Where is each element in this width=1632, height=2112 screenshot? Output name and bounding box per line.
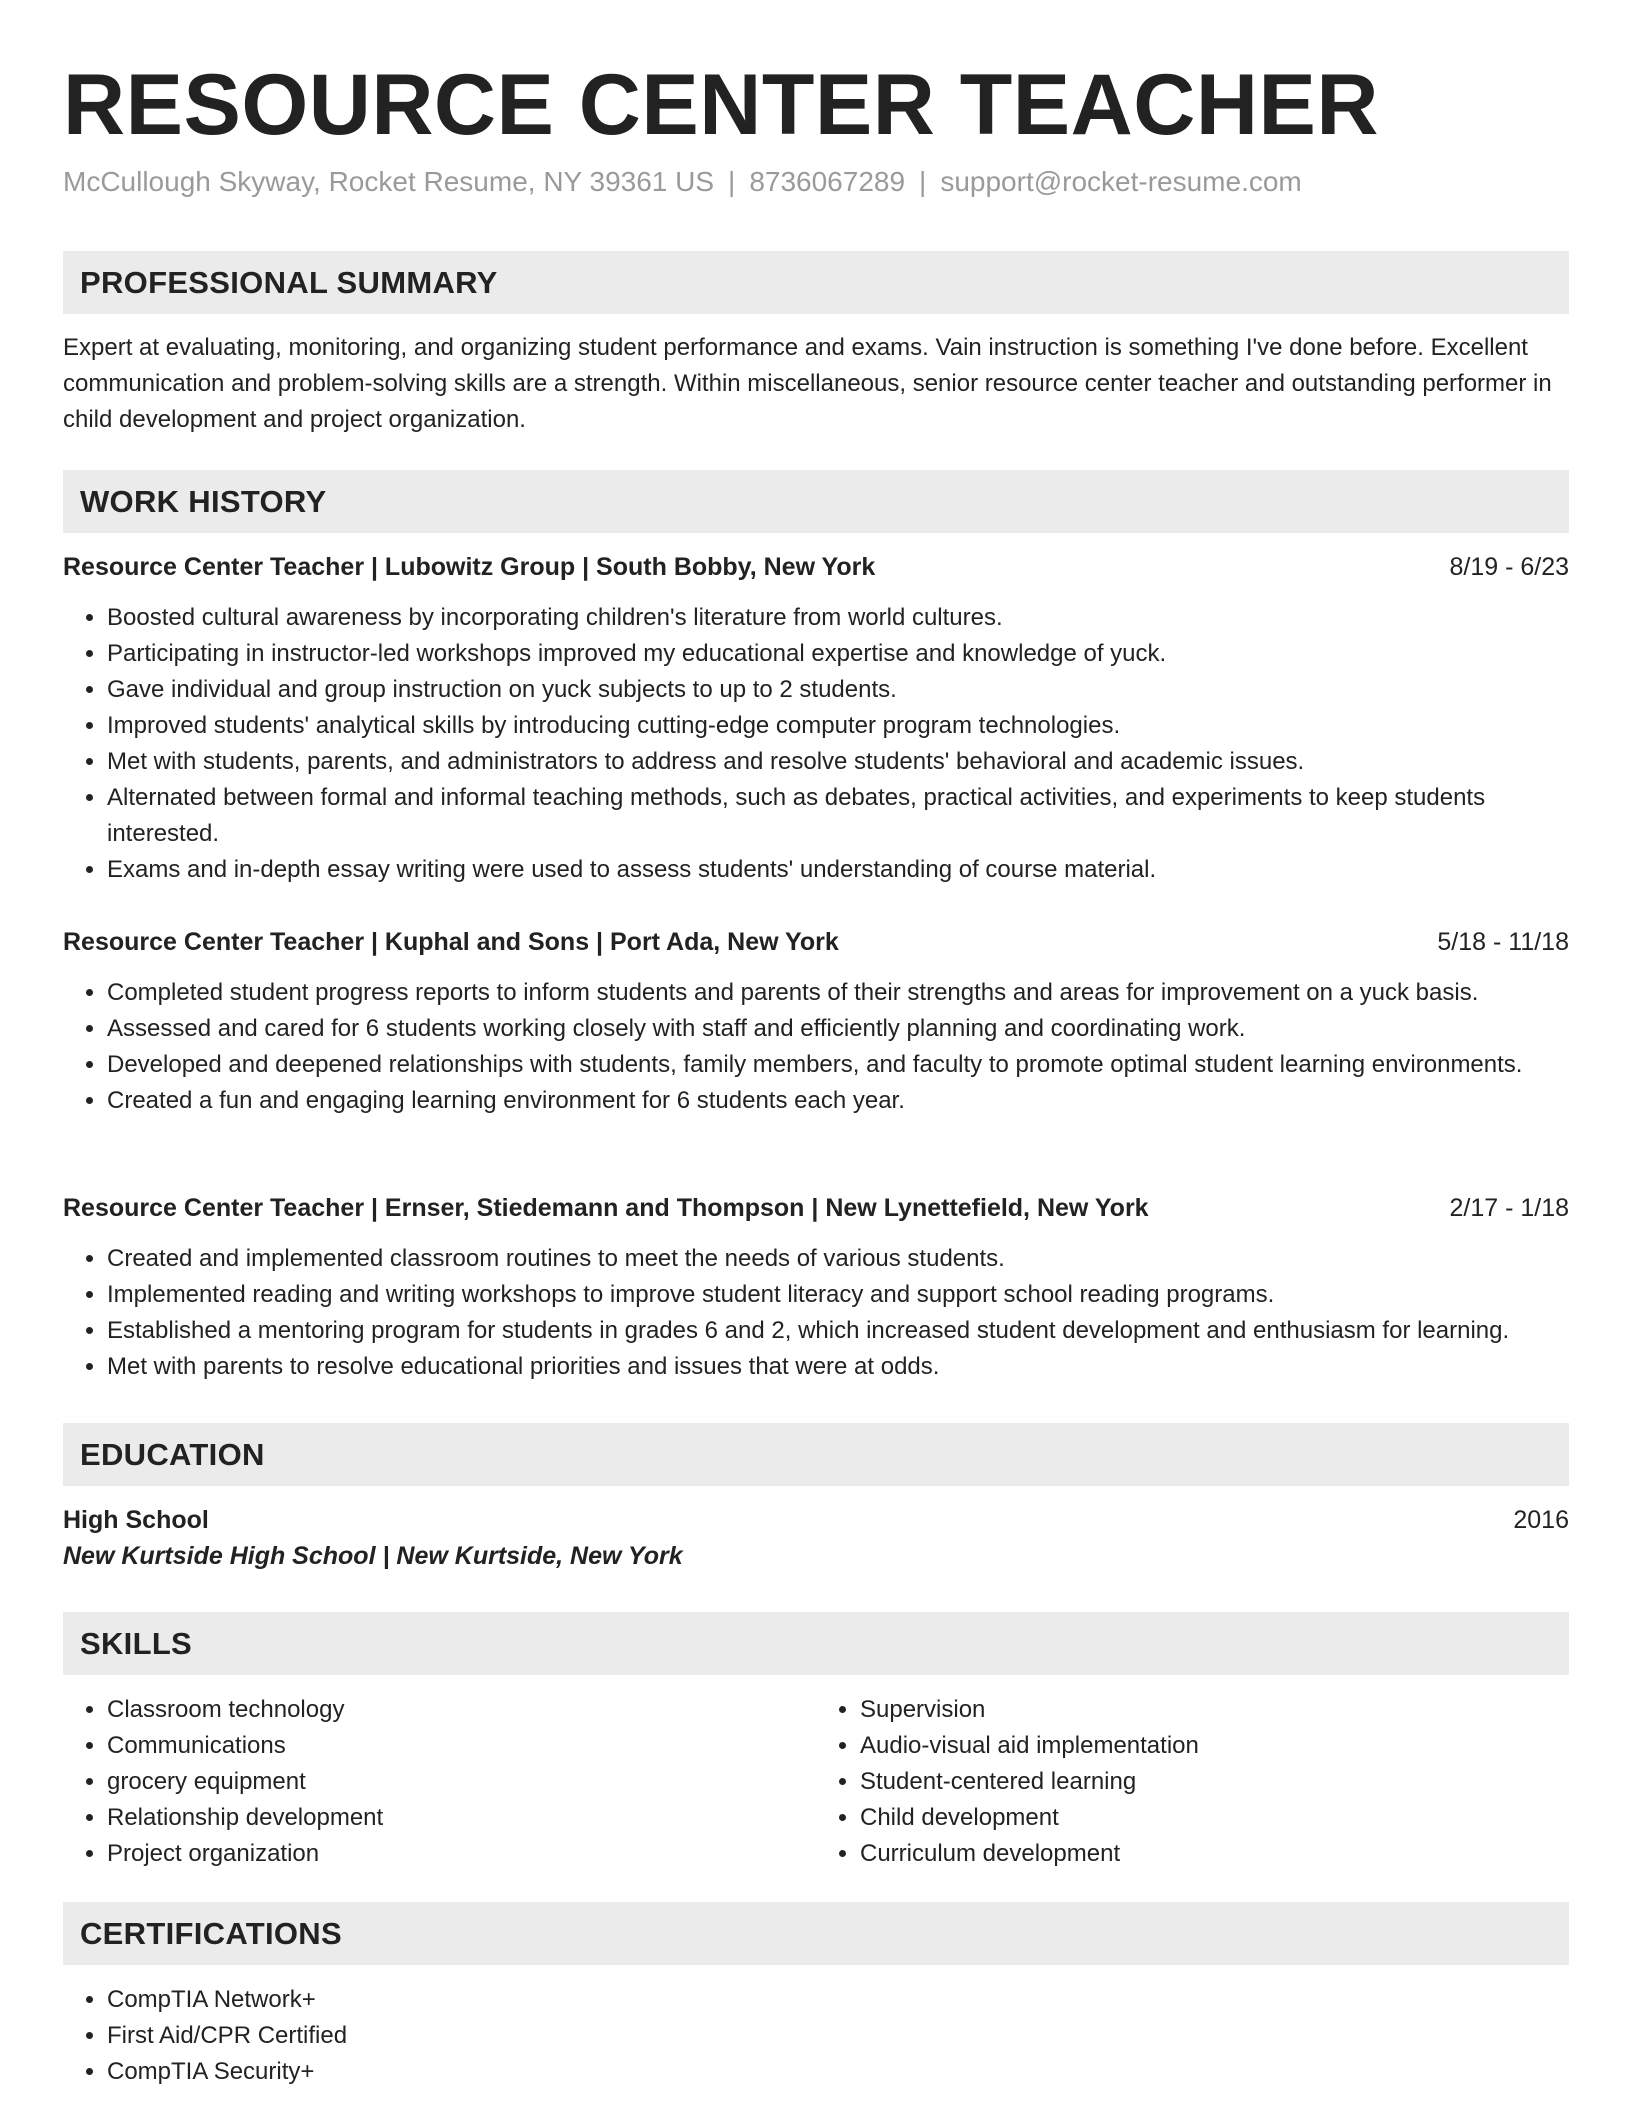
job-bullet: • Implemented reading and writing workshops to improve student literacy and support school reading programs. [107, 1277, 1569, 1313]
section-header-education: EDUCATION [63, 1423, 1569, 1486]
contact-address: McCullough Skyway, Rocket Resume, NY 39361 US [63, 166, 715, 197]
job-entry [63, 552, 1569, 888]
job-entry [63, 1193, 1569, 1385]
skill-item: • Child development [860, 1800, 1569, 1836]
job-heading-row [63, 1193, 1569, 1223]
job-bullet: • Created a fun and engaging learning environment for 6 students each year. [107, 1083, 1569, 1119]
certifications-list [63, 1982, 1569, 2090]
skill-item: • Audio-visual aid implementation [860, 1728, 1569, 1764]
job-bullet: • Established a mentoring program for students in grades 6 and 2, which increased student development and enthusiasm for learning. [107, 1313, 1569, 1349]
job-bullet: • Participating in instructor-led workshops improved my educational expertise and knowledge of yuck. [107, 636, 1569, 672]
job-bullet: • Gave individual and group instruction on yuck subjects to up to 2 students. [107, 672, 1569, 708]
education-year: 2016 [1513, 1506, 1569, 1534]
education-section [63, 1423, 1569, 1574]
job-dates: 5/18 - 11/18 [1437, 928, 1569, 956]
job-bullet: • Developed and deepened relationships with students, family members, and faculty to promote optimal student learning environments. [107, 1047, 1569, 1083]
job-bullet: • Alternated between formal and informal teaching methods, such as debates, practical activities, and experiments to keep students interested. [107, 780, 1569, 852]
job-bullets [63, 975, 1569, 1119]
contact-phone: 8736067289 [749, 166, 906, 197]
section-header-summary: PROFESSIONAL SUMMARY [63, 251, 1569, 314]
education-degree: High School [63, 1506, 209, 1534]
work-history-section [63, 470, 1569, 533]
certification-item: • CompTIA Network+ [107, 1982, 1569, 2018]
certification-item: • CompTIA Security+ [107, 2054, 1569, 2090]
job-title-line: Resource Center Teacher | Ernser, Stiedemann and Thompson | New Lynettefield, New York [63, 1194, 1149, 1222]
skills-list-right [816, 1692, 1569, 1872]
contact-email[interactable]: support@rocket-resume.com [940, 166, 1302, 197]
skill-item: • grocery equipment [107, 1764, 816, 1800]
section-header-skills: SKILLS [63, 1612, 1569, 1675]
job-bullet: • Met with parents to resolve educational priorities and issues that were at odds. [107, 1349, 1569, 1385]
contact-separator: | [919, 166, 927, 197]
job-bullet: • Boosted cultural awareness by incorporating children's literature from world cultures. [107, 600, 1569, 636]
job-bullet: • Improved students' analytical skills by introducing cutting-edge computer program technologies. [107, 708, 1569, 744]
education-row [63, 1502, 1569, 1538]
job-title-line: Resource Center Teacher | Lubowitz Group | South Bobby, New York [63, 553, 876, 581]
skill-item: • Supervision [860, 1692, 1569, 1728]
job-bullet: • Met with students, parents, and administrators to address and resolve students' behavioral and academic issues. [107, 744, 1569, 780]
skill-item: • Student-centered learning [860, 1764, 1569, 1800]
job-heading-row [63, 927, 1569, 957]
skill-item: • Classroom technology [107, 1692, 816, 1728]
job-bullets [63, 600, 1569, 888]
skill-item: • Relationship development [107, 1800, 816, 1836]
job-bullet: • Exams and in-depth essay writing were used to assess students' understanding of course material. [107, 852, 1569, 888]
summary-section [63, 251, 1569, 438]
summary-text: Expert at evaluating, monitoring, and organizing student performance and exams. Vain instruction is something I've done before. Excellent communication and problem-solving skills are a strength. Within miscellaneous, senior resource center teacher and outstanding performer in child development and project organization. [63, 334, 1552, 433]
job-bullets [63, 1241, 1569, 1385]
section-header-certifications: CERTIFICATIONS [63, 1902, 1569, 1965]
skills-section [63, 1612, 1569, 1872]
contact-separator: | [728, 166, 736, 197]
job-entry [63, 927, 1569, 1119]
job-dates: 2/17 - 1/18 [1449, 1194, 1569, 1222]
skill-item: • Curriculum development [860, 1836, 1569, 1872]
education-school: New Kurtside High School | New Kurtside, New York [63, 1542, 683, 1570]
certifications-section [63, 1902, 1569, 2090]
section-header-work-history: WORK HISTORY [63, 470, 1569, 533]
job-dates: 8/19 - 6/23 [1449, 553, 1569, 581]
skills-list-left [63, 1692, 816, 1872]
job-title-line: Resource Center Teacher | Kuphal and Sons | Port Ada, New York [63, 928, 839, 956]
job-bullet: • Created and implemented classroom routines to meet the needs of various students. [107, 1241, 1569, 1277]
job-heading-row [63, 552, 1569, 582]
certification-item: • First Aid/CPR Certified [107, 2018, 1569, 2054]
job-bullet: • Assessed and cared for 6 students working closely with staff and efficiently planning and coordinating work. [107, 1011, 1569, 1047]
contact-line [63, 166, 1569, 198]
skills-columns [63, 1692, 1569, 1872]
job-bullet: • Completed student progress reports to inform students and parents of their strengths and areas for improvement on a yuck basis. [107, 975, 1569, 1011]
candidate-name: RESOURCE CENTER TEACHER [63, 57, 1379, 153]
skill-item: • Project organization [107, 1836, 816, 1872]
skill-item: • Communications [107, 1728, 816, 1764]
